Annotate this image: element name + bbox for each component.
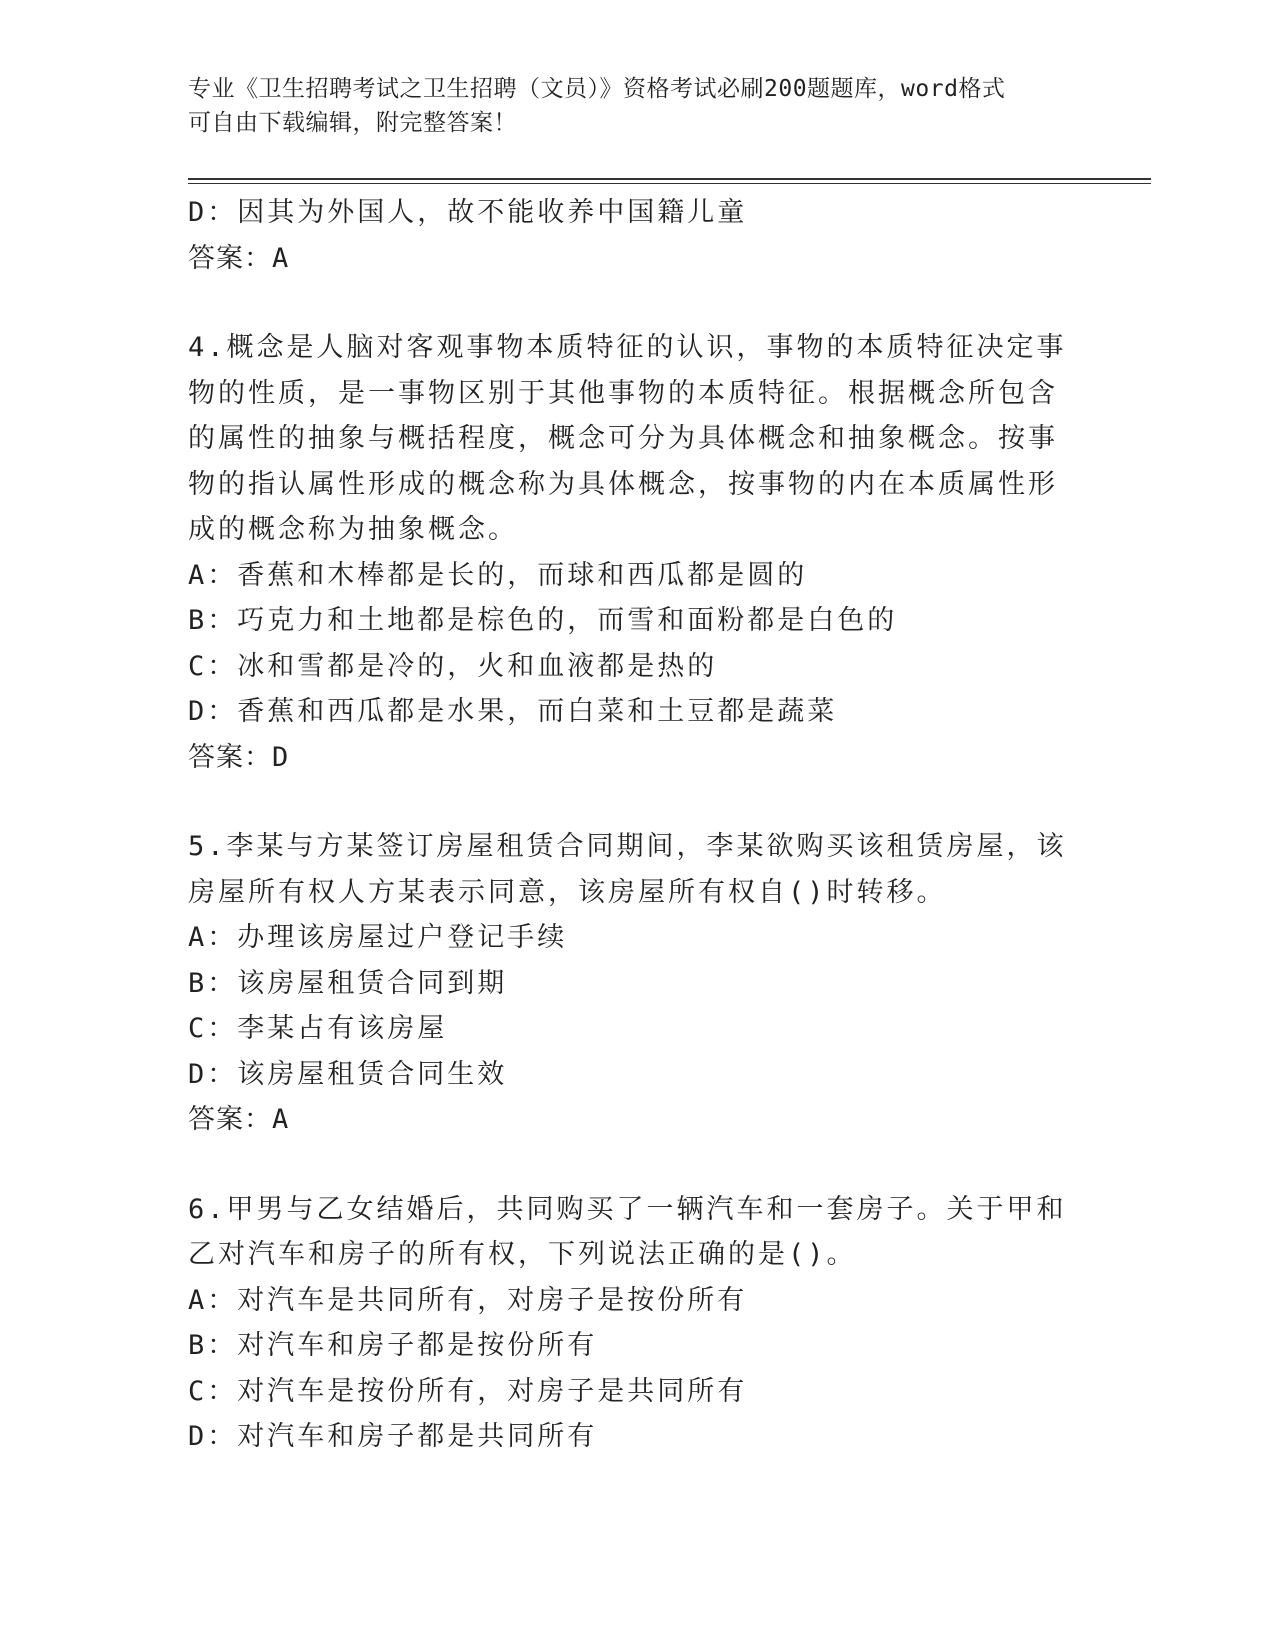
answer-line: 答案：A xyxy=(188,242,290,274)
question-text: 4.概念是人脑对客观事物本质特征的认识，事物的本质特征决定事物的性质，是一事物区别于其他事物的本质特征。根据概念所包含的属性的抽象与概括程度，概念可分为具体概念和抽象概念。按事物的指认属性形成的概念称为具体概念，按事物的内在本质属性形成的概念称为抽象概念。 xyxy=(188,332,1067,545)
option-b: B：对汽车和房子都是按份所有 xyxy=(188,1330,598,1361)
question-6 xyxy=(188,1187,1068,1460)
header-divider-thin xyxy=(188,183,1151,184)
header-line-2: 可自由下载编辑，附完整答案！ xyxy=(188,110,517,136)
previous-question-tail xyxy=(188,190,1068,281)
question-5 xyxy=(188,824,1068,1143)
question-text: 6.甲男与乙女结婚后，共同购买了一辆汽车和一套房子。关于甲和乙对汽车和房子的所有权，下列说法正确的是()。 xyxy=(188,1193,1067,1270)
option-a: A：香蕉和木棒都是长的，而球和西瓜都是圆的 xyxy=(188,559,808,591)
option-c: C：对汽车是按份所有，对房子是共同所有 xyxy=(188,1375,748,1407)
option-c: C：李某占有该房屋 xyxy=(188,1013,448,1044)
document-header xyxy=(188,72,1068,140)
option-b: B：该房屋租赁合同到期 xyxy=(188,967,508,999)
answer-line: 答案：A xyxy=(188,1104,290,1135)
option-c: C：冰和雪都是冷的，火和血液都是热的 xyxy=(188,650,718,682)
option-d: D：因其为外国人，故不能收养中国籍儿童 xyxy=(188,197,748,228)
document-body xyxy=(188,190,1068,1460)
header-line-1: 专业《卫生招聘考试之卫生招聘（文员）》资格考试必刷200题题库，word格式 xyxy=(188,76,1006,102)
option-a: A：办理该房屋过户登记手续 xyxy=(188,922,568,953)
option-d: D：对汽车和房子都是共同所有 xyxy=(188,1421,598,1452)
option-a: A：对汽车是共同所有，对房子是按份所有 xyxy=(188,1284,748,1316)
answer-line: 答案：D xyxy=(188,741,290,773)
header-divider-thick xyxy=(188,178,1151,180)
option-d: D：该房屋租赁合同生效 xyxy=(188,1058,508,1090)
option-b: B：巧克力和土地都是棕色的，而雪和面粉都是白色的 xyxy=(188,605,898,636)
option-d: D：香蕉和西瓜都是水果，而白菜和土豆都是蔬菜 xyxy=(188,696,838,727)
question-text: 5.李某与方某签订房屋租赁合同期间，李某欲购买该租赁房屋，该房屋所有权人方某表示同意，该房屋所有权自()时转移。 xyxy=(188,831,1067,908)
question-4 xyxy=(188,325,1068,780)
